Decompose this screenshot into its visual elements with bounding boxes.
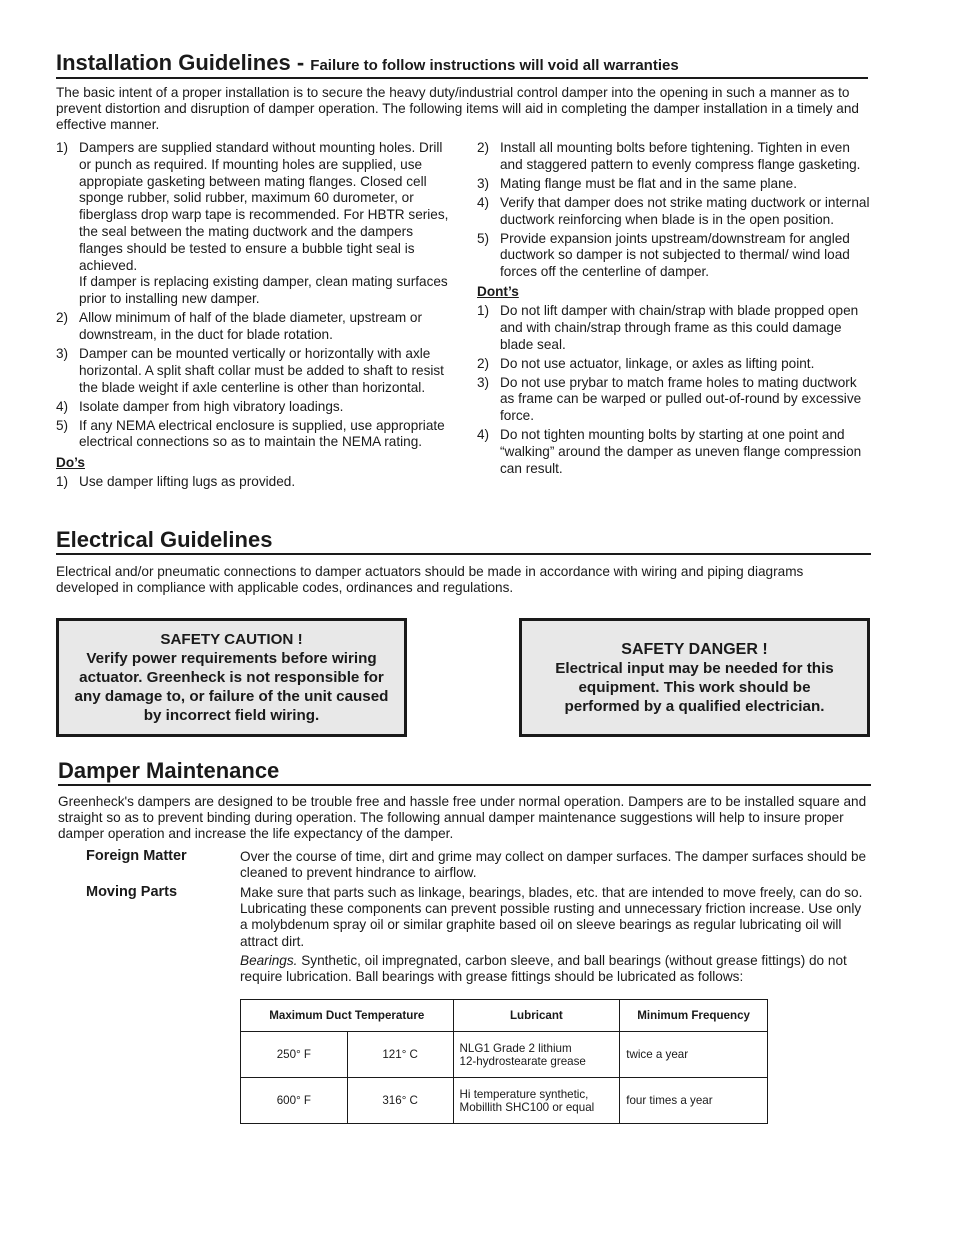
temp-f-cell: 600° F	[241, 1078, 348, 1124]
divider	[58, 784, 871, 786]
temp-c-cell: 316° C	[347, 1078, 453, 1124]
lubricant-cell: Hi temperature synthetic, Mobillith SHC100 or equal	[453, 1078, 620, 1124]
list-item: 3) Mating flange must be flat and in the same plane.	[477, 175, 797, 191]
list-item: 3) Damper can be mounted vertically or horizontally with axle horizontal. A split shaft collar must be added to shaft to resist the blade weight if axle centerline is other than horizontal.	[56, 345, 444, 395]
table-row	[241, 1078, 768, 1124]
caution-text: Verify power requirements before wiring actuator. Greenheck is not responsible for any damage to, or failure of the unit caused by incorrect field wiring.	[74, 650, 389, 724]
list-item: 4) Verify that damper does not strike mating ductwork or internal ductwork reinforcing when blade is in the open position.	[477, 194, 870, 227]
dos-heading: Do’s	[56, 455, 85, 471]
bearings-paragraph	[240, 953, 870, 985]
donts-list	[477, 303, 870, 478]
danger-title: SAFETY DANGER !	[621, 640, 768, 658]
moving-parts-text: Make sure that parts such as linkage, bearings, blades, etc. that are intended to move freely, can do so. Lubricating these components can prevent possible rusting and unnecessary friction increase. Use only a molybdenum spray oil or similar graphite based oil on sleeve bearings as regular lubricating oil will attract dirt.	[240, 885, 863, 949]
safety-caution-box	[56, 618, 407, 737]
column-header: Maximum Duct Temperature	[241, 1000, 454, 1032]
danger-text: Electrical input may be needed for this equipment. This work should be performed by a qualified electrician.	[555, 659, 834, 715]
list-item: 1) Dampers are supplied standard without mounting holes. Drill or punch as required. If mounting holes are supplied, use appropiate gasketing between mating flanges. Closed cell sponge rubber, solid rubber, maximum 60 durometer, or fiberglass drop warp tape is recommended. For HBTR series, the seal between the mating ductwork and the dampers flanges should be tested to ensure a bubble tight seal is achieved. If damper is replacing existing damper, clean mating surfaces prior to installing new damper.	[56, 140, 449, 307]
bearings-text: Synthetic, oil impregnated, carbon sleeve, and ball bearings (without grease fittings) do not require lubrication. Ball bearings with grease fittings should be lubricated as follows:	[240, 953, 847, 985]
list-item: 2) Allow minimum of half of the blade diameter, upstream or downstream, in the duct for blade rotation.	[56, 310, 423, 342]
installation-subtitle: Failure to follow instructions will void all warranties	[310, 57, 679, 74]
installation-list-right	[477, 140, 870, 281]
list-item: 5) If any NEMA electrical enclosure is supplied, use appropriate electrical connections so as to maintain the NEMA rating.	[56, 417, 445, 450]
frequency-cell: twice a year	[620, 1032, 768, 1078]
foreign-matter-label: Foreign Matter	[86, 848, 187, 864]
bearings-label: Bearings.	[240, 953, 298, 968]
frequency-cell: four times a year	[620, 1078, 768, 1124]
maintenance-title: Damper Maintenance	[58, 758, 280, 783]
installation-left-column	[56, 140, 452, 493]
list-item: 4) Do not tighten mounting bolts by starting at one point and “walking” around the damper as uneven flange compression can result.	[477, 427, 862, 476]
list-item: 2) Install all mounting bolts before tightening. Tighten in even and staggered pattern to evenly compress flange gasketing.	[477, 140, 861, 172]
list-item: 4) Isolate damper from high vibratory loadings.	[56, 398, 344, 414]
divider	[56, 77, 868, 79]
list-item: 2) Do not use actuator, linkage, or axles as lifting point.	[477, 355, 815, 371]
temp-c-cell: 121° C	[347, 1032, 453, 1078]
list-item: 1) Use damper lifting lugs as provided.	[56, 474, 296, 490]
installation-title: Installation Guidelines -	[56, 50, 305, 75]
donts-heading: Dont’s	[477, 283, 519, 299]
table-row	[241, 1032, 768, 1078]
lubrication-table	[240, 999, 768, 1124]
divider	[56, 553, 871, 555]
moving-parts-label: Moving Parts	[86, 884, 178, 900]
electrical-intro: Electrical and/or pneumatic connections to damper actuators should be made in accordance with wiring and piping diagrams developed in compliance with applicable codes, ordinances and regulations.	[56, 564, 804, 596]
list-item: 5) Provide expansion joints upstream/downstream for angled ductwork so damper is not subjected to thermal/ wind load forces off the centerline of damper.	[477, 230, 850, 280]
list-item: 1) Do not lift damper with chain/strap with blade propped open and with chain/strap through frame as this could damage blade seal.	[477, 302, 859, 352]
list-item: 3) Do not use prybar to match frame holes to mating ductwork as frame can be warped or pulled out-of-round by excessive force.	[477, 374, 862, 424]
column-header: Lubricant	[453, 1000, 620, 1032]
maintenance-intro: Greenheck's dampers are designed to be trouble free and hassle free under normal operation. Dampers are to be installed square and straight so as to prevent binding during operation. The following annual damper maintenance suggestions will help to insure proper damper operation and increase the life expectancy of the damper.	[58, 794, 867, 842]
dos-list	[56, 474, 452, 491]
lubricant-cell: NLG1 Grade 2 lithium 12-hydrostearate grease	[453, 1032, 620, 1078]
table-header-row	[241, 1000, 768, 1032]
foreign-matter-text: Over the course of time, dirt and grime may collect on damper surfaces. The damper surfaces should be cleaned to prevent hindrance to airflow.	[240, 849, 867, 881]
installation-intro: The basic intent of a proper installation is to secure the heavy duty/industrial control damper into the opening in such a manner as to prevent distortion and disruption of damper operation. The following items will aid in completing the damper installation in a timely and effective manner.	[56, 85, 859, 133]
installation-list-left	[56, 140, 452, 451]
caution-title: SAFETY CAUTION !	[160, 631, 303, 648]
temp-f-cell: 250° F	[241, 1032, 348, 1078]
installation-right-column	[477, 140, 870, 480]
electrical-title: Electrical Guidelines	[56, 527, 273, 552]
column-header: Minimum Frequency	[620, 1000, 768, 1032]
safety-danger-box	[519, 618, 870, 737]
installation-heading	[56, 50, 679, 79]
